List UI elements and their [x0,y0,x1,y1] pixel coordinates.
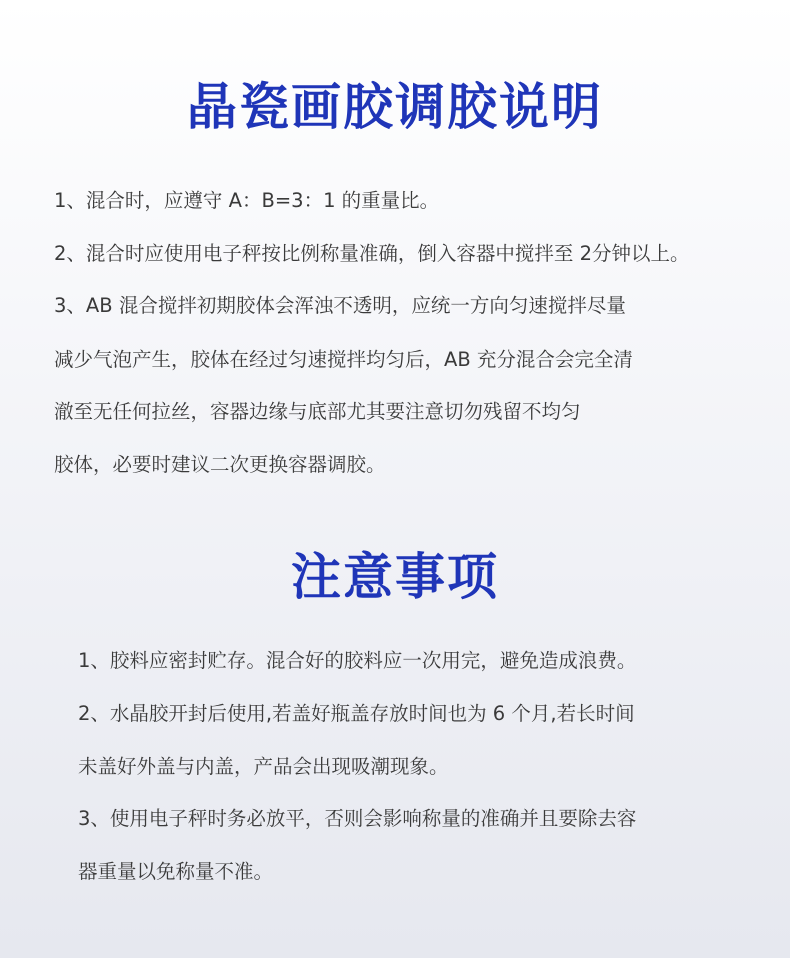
instruction-line: 1、混合时，应遵守 A：B=3：1 的重量比。 [54,189,440,212]
note-line: 2、水晶胶开封后使用,若盖好瓶盖存放时间也为 6 个月,若长时间 [78,702,635,725]
instruction-line: 胶体，必要时建议二次更换容器调胶。 [54,453,386,476]
instruction-line: 澈至无任何拉丝，容器边缘与底部尤其要注意切勿残留不均匀 [54,400,581,423]
instruction-line: 减少气泡产生，胶体在经过匀速搅拌均匀后，AB 充分混合会完全清 [54,348,633,371]
instruction-line: 2、混合时应使用电子秤按比例称量准确，倒入容器中搅拌至 2分钟以上。 [54,242,690,265]
note-line: 未盖好外盖与内盖，产品会出现吸潮现象。 [78,755,449,778]
note-line: 3、使用电子秤时务必放平，否则会影响称量的准确并且要除去容 [78,807,637,830]
section-title-mixing-instructions: 晶瓷画胶调胶说明 [187,78,603,136]
section-title-notes: 注意事项 [291,548,499,606]
note-line: 1、胶料应密封贮存。混合好的胶料应一次用完，避免造成浪费。 [78,649,637,672]
instruction-line: 3、AB 混合搅拌初期胶体会浑浊不透明，应统一方向匀速搅拌尽量 [54,294,626,317]
note-line: 器重量以免称量不准。 [78,860,274,883]
